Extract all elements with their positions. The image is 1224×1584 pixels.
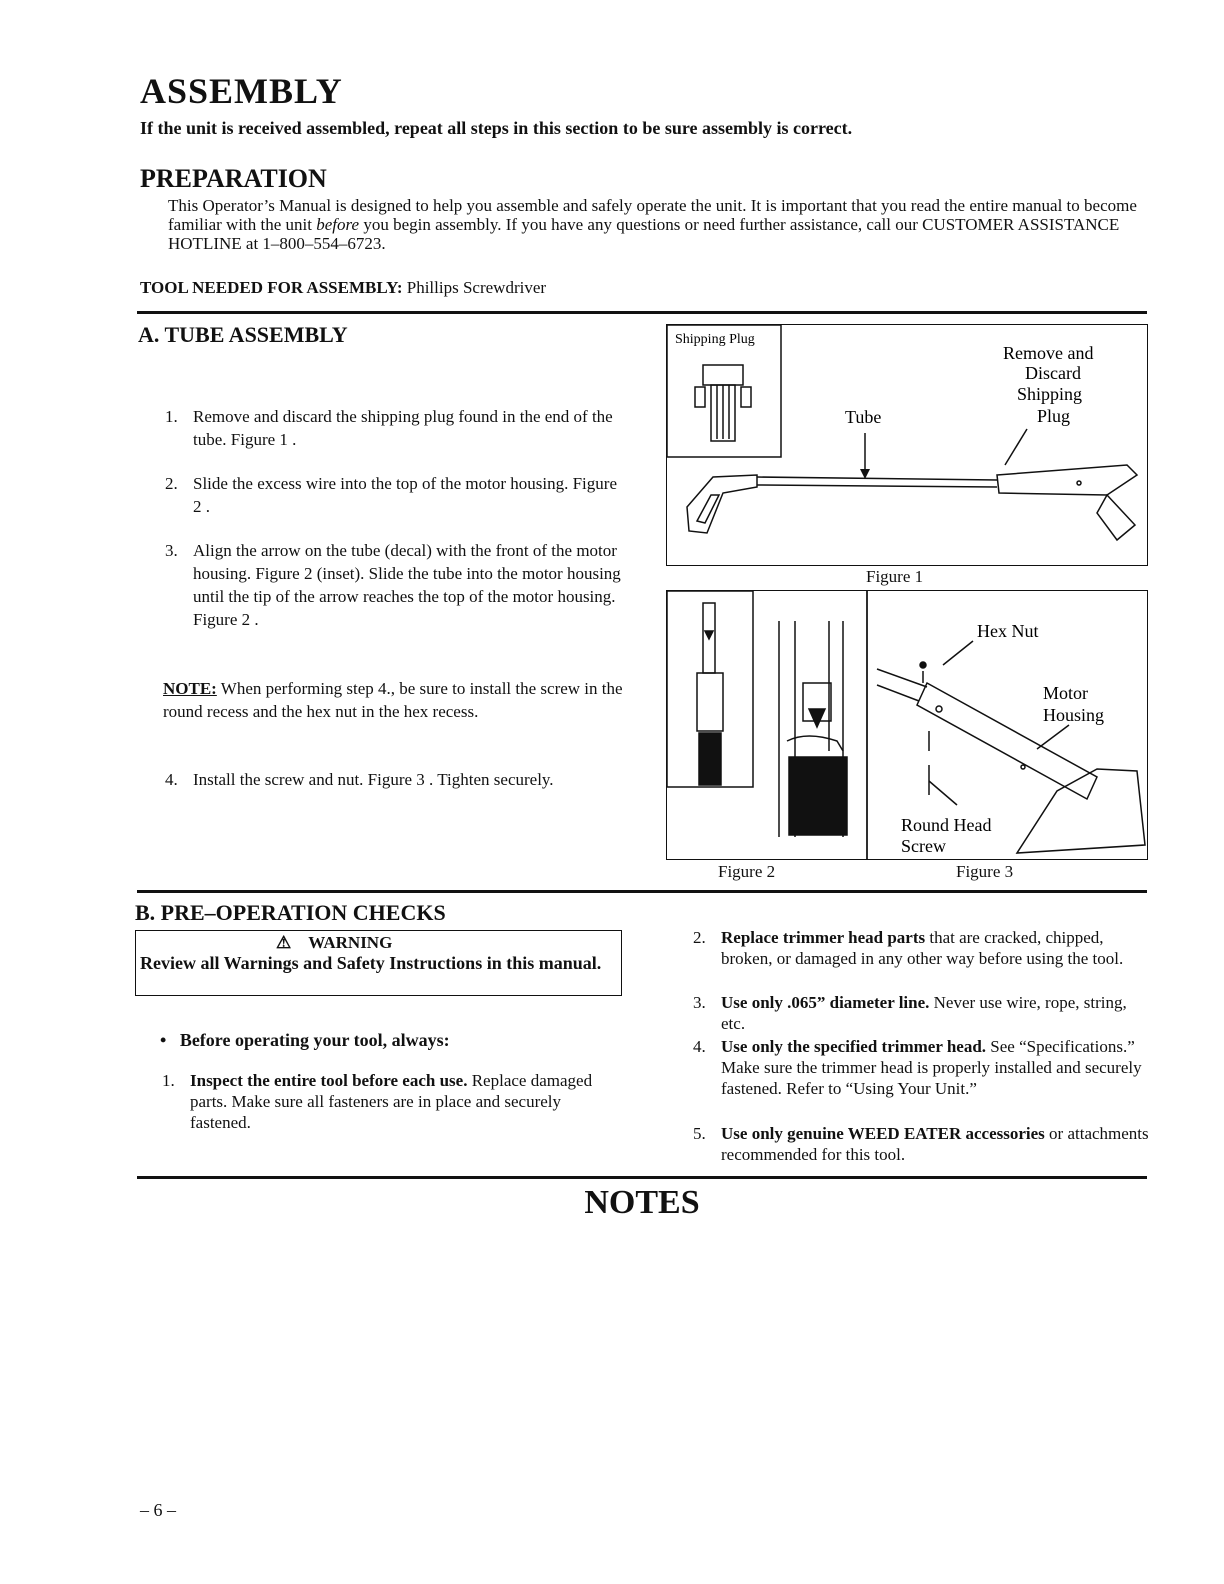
warning-text: Review all Warnings and Safety Instructions in this manual. — [140, 953, 602, 973]
bullet-icon: • — [160, 1030, 167, 1050]
step-2 — [165, 472, 623, 518]
check-2-bold: Replace trimmer head parts — [721, 928, 926, 947]
check-2-text: that are cracked, chipped, broken, or damaged in any other way before using the tool. — [721, 928, 1124, 968]
check-4-num: 4. — [693, 1037, 706, 1056]
figure-3-caption: Figure 3 — [956, 862, 1014, 881]
check-1-num: 1. — [162, 1071, 175, 1090]
page-title: ASSEMBLY — [140, 71, 343, 111]
check-5-num: 5. — [693, 1124, 706, 1143]
section-divider — [137, 311, 1147, 314]
check-4-bold: Use only the specified trimmer head. — [721, 1037, 987, 1056]
tube-assembly-heading: A. TUBE ASSEMBLY — [138, 322, 348, 347]
fig3-screw-2: Screw — [901, 836, 946, 856]
preparation-heading: PREPARATION — [140, 164, 327, 193]
before-operating-text: Before operating your tool, always: — [179, 1030, 450, 1050]
check-2 — [693, 927, 1153, 969]
check-2-num: 2. — [693, 928, 706, 947]
warning-title-row — [276, 933, 392, 953]
figure-2-drawing — [779, 591, 867, 859]
prep-text-italic: before — [316, 215, 360, 234]
step-1-text: Remove and discard the shipping plug found in the end of the tube. Figure 1 . — [193, 407, 613, 449]
step-3-num: 3. — [165, 541, 178, 560]
fig1-remove-4: Plug — [1037, 406, 1071, 426]
check-1 — [162, 1070, 622, 1133]
page-number: – 6 – — [140, 1500, 176, 1520]
preparation-text — [168, 196, 1158, 253]
figure-1-illustration — [667, 325, 1147, 565]
fig3-motor-1: Motor — [1043, 683, 1088, 703]
step-4-text: Install the screw and nut. Figure 3 . Tighten securely. — [193, 770, 554, 789]
check-1-text: Replace damaged parts. Make sure all fasteners are in place and securely fastened. — [190, 1071, 593, 1132]
shipping-plug-drawing — [695, 365, 751, 441]
section-divider-2 — [137, 890, 1147, 893]
figure-2-inset — [667, 591, 753, 787]
check-5 — [693, 1123, 1153, 1165]
check-5-text: or attachments recommended for this tool. — [721, 1124, 1149, 1164]
prep-text-b: you begin assembly. If you have any questions or need further assistance, call our CUSTOMER ASSISTANCE HOTLINE at 1–800–554–6723. — [168, 215, 1120, 253]
note-label: NOTE: — [163, 679, 217, 698]
fig1-remove-2: Discard — [1025, 363, 1081, 383]
figure-2-3-illustration — [667, 591, 1147, 859]
check-1-bold: Inspect the entire tool before each use. — [190, 1071, 468, 1090]
fig1-plug-arrow — [1005, 429, 1027, 465]
step-3 — [165, 539, 623, 631]
before-operating — [160, 1030, 580, 1051]
prep-text-a: This Operator’s Manual is designed to help you assemble and safely operate the unit. It is important that you read the entire manual to become familiar with the unit — [168, 196, 1137, 234]
check-3 — [693, 992, 1153, 1034]
assembly-subtitle: If the unit is received assembled, repeat all steps in this section to be sure assembly is correct. — [140, 118, 853, 138]
trimmer-drawing — [687, 465, 1137, 540]
tool-value: Phillips Screwdriver — [406, 278, 547, 297]
fig1-remove-3: Shipping — [1017, 384, 1083, 404]
check-3-num: 3. — [693, 993, 706, 1012]
fig3-screw-1: Round Head — [901, 815, 992, 835]
tool-label: TOOL NEEDED FOR ASSEMBLY: — [140, 278, 403, 297]
assembly-note — [163, 677, 623, 723]
figure-2-3 — [666, 590, 1148, 860]
step-1 — [165, 405, 623, 451]
note-text: When performing step 4., be sure to install the screw in the round recess and the hex nut in the hex recess. — [163, 679, 623, 721]
figure-2-caption: Figure 2 — [718, 862, 776, 881]
check-4-text: See “Specifications.” Make sure the trimmer head is properly installed and securely fastened. Refer to “Using Your Unit.” — [721, 1037, 1142, 1098]
pre-operation-heading: B. PRE–OPERATION CHECKS — [135, 900, 446, 925]
step-2-text: Slide the excess wire into the top of the motor housing. Figure 2 . — [193, 474, 617, 516]
figure-1-caption: Figure 1 — [866, 567, 924, 586]
step-3-text: Align the arrow on the tube (decal) with the front of the motor housing. Figure 2 (inset). Slide the tube into the motor housing until the tip of the arrow reaches the top of the motor housing. Figure 2 . — [193, 541, 621, 629]
fig1-tube-label: Tube — [845, 407, 882, 427]
warning-icon: ⚠ — [276, 933, 292, 952]
warning-box — [135, 930, 622, 996]
fig3-motor-2: Housing — [1043, 705, 1105, 725]
section-divider-3 — [137, 1176, 1147, 1179]
notes-heading: NOTES — [584, 1184, 700, 1221]
fig3-hex-nut-label: Hex Nut — [977, 621, 1039, 641]
check-3-text: Never use wire, rope, string, etc. — [721, 993, 1127, 1033]
tool-needed — [140, 278, 546, 298]
fig1-remove-1: Remove and — [1003, 343, 1094, 363]
step-4-num: 4. — [165, 770, 178, 789]
check-3-bold: Use only .065” diameter line. — [721, 993, 930, 1012]
step-2-num: 2. — [165, 474, 178, 493]
warning-title: WARNING — [308, 933, 393, 952]
fig1-inset-label: Shipping Plug — [675, 332, 755, 347]
step-1-num: 1. — [165, 407, 178, 426]
figure-1 — [666, 324, 1148, 566]
check-4 — [693, 1036, 1153, 1099]
check-5-bold: Use only genuine WEED EATER accessories — [721, 1124, 1045, 1143]
step-4 — [165, 768, 623, 791]
